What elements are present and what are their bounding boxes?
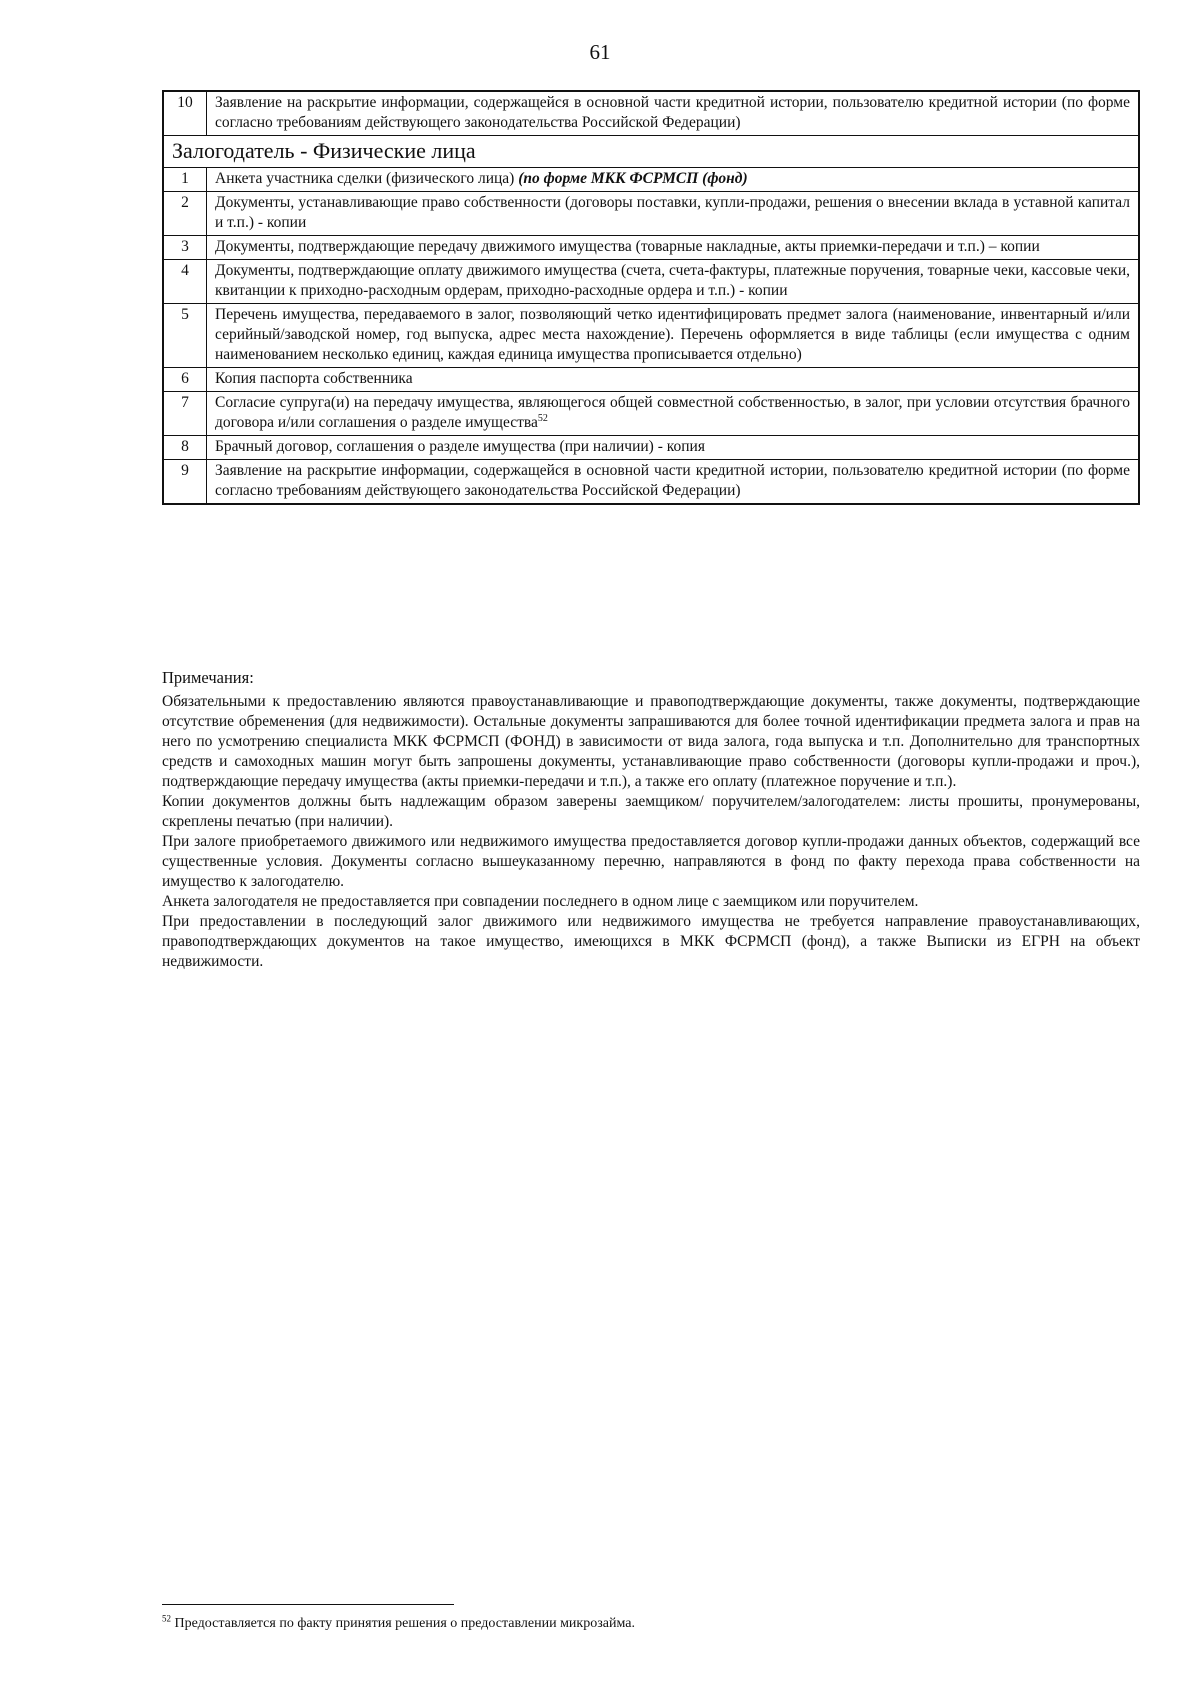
row-number: 9: [163, 460, 207, 505]
table-row: [163, 436, 1139, 460]
row-number: 2: [163, 192, 207, 236]
section-title: Залогодатель - Физические лица: [163, 136, 1139, 168]
footnote-text: Предоставляется по факту принятия решения о предоставлении микрозайма.: [174, 1616, 635, 1631]
notes-title: Примечания:: [162, 668, 254, 687]
row-text: Документы, подтверждающие оплату движимого имущества (счета, счета-фактуры, платежные поручения, товарные чеки, кассовые чеки, квитанции к приходно-расходным ордерам, приходно-расходные ордера и т.п.) - копии: [207, 260, 1140, 304]
row-text: Документы, устанавливающие право собственности (договоры поставки, купли-продажи, решения о внесении вклада в уставной капитал и т.п.) - копии: [207, 192, 1140, 236]
table-row: [163, 192, 1139, 236]
footnote-number: 52: [162, 1613, 171, 1624]
footnote-divider: [162, 1604, 454, 1605]
notes-paragraph: Анкета залогодателя не предоставляется при совпадении последнего в одном лице с заемщиком или поручителем.: [162, 893, 919, 910]
row-text: Брачный договор, соглашения о разделе имущества (при наличии) - копия: [207, 436, 1140, 460]
notes-paragraph: Копии документов должны быть надлежащим образом заверены заемщиком/ поручителем/залогодателем: листы прошиты, пронумерованы, скреплены печатью (при наличии).: [162, 793, 1140, 830]
documents-table: [162, 90, 1140, 505]
row-text: Заявление на раскрытие информации, содержащейся в основной части кредитной истории, пользователю кредитной истории (по форме согласно требованиям действующего законодательства Российской Федерации): [207, 460, 1140, 505]
table-row: [163, 236, 1139, 260]
row-text: Перечень имущества, передаваемого в залог, позволяющий четко идентифицировать предмет залога (наименование, инвентарный и/или серийный/заводской номер, год выпуска, адрес места нахождение). Перечень оформляется в виде таблицы (если имущества с одним наименованием несколько единиц, каждая единица имущества прописывается отдельно): [207, 304, 1140, 368]
row-text-plain: Анкета участника сделки (физического лица): [215, 170, 519, 187]
row-number: 3: [163, 236, 207, 260]
table-row: [163, 304, 1139, 368]
row-number: 8: [163, 436, 207, 460]
row-text: Копия паспорта собственника: [207, 368, 1140, 392]
row-text: Заявление на раскрытие информации, содержащейся в основной части кредитной истории, пользователю кредитной истории (по форме согласно требованиям действующего законодательства Российской Федерации): [207, 91, 1140, 136]
footnote-ref: 52: [537, 412, 548, 424]
row-text-plain: Согласие супруга(и) на передачу имущества, являющегося общей совместной собственностью, в залог, при условии отсутствия брачного договора и/или соглашения о разделе имущества: [215, 394, 1130, 431]
row-text: Документы, подтверждающие передачу движимого имущества (товарные накладные, акты приемки-передачи и т.п.) – копии: [207, 236, 1140, 260]
notes-paragraph: При предоставлении в последующий залог движимого или недвижимого имущества не требуется направление правоустанавливающих, правоподтверждающих документов на такое имущество, имеющихся в МКК ФСРМСП (фонд), а также Выписки из ЕГРН на объект недвижимости.: [162, 913, 1140, 970]
notes-section: [162, 668, 1140, 972]
table-row: [163, 91, 1139, 136]
page-number: 61: [589, 40, 611, 64]
table-row: [163, 168, 1139, 192]
table-row: [163, 460, 1139, 505]
row-number: 7: [163, 392, 207, 436]
row-number: 6: [163, 368, 207, 392]
notes-paragraph: Обязательными к предоставлению являются правоустанавливающие и правоподтверждающие документы, также документы, подтверждающие отсутствие обременения (для недвижимости). Остальные документы запрашиваются для более точной идентификации предмета залога и прав на него по усмотрению специалиста МКК ФСРМСП (ФОНД) в зависимости от вида залога, года выпуска и т.п. Дополнительно для транспортных средств и самоходных машин могут быть запрошены документы, устанавливающие право собственности (договоры купли-продажи и проч.), подтверждающие передачу имущества (акты приемки-передачи и т.п.), а также его оплату (платежное поручение и т.п.).: [162, 693, 1140, 790]
table-row: [163, 260, 1139, 304]
row-number: 4: [163, 260, 207, 304]
table-row: [163, 392, 1139, 436]
row-text: [207, 392, 1140, 436]
row-text: [207, 168, 1140, 192]
table-row: [163, 368, 1139, 392]
row-number: 5: [163, 304, 207, 368]
notes-paragraph: При залоге приобретаемого движимого или недвижимого имущества предоставляется договор купли-продажи данных объектов, содержащий все существенные условия. Документы согласно вышеуказанному перечню, направляются в фонд по факту перехода права собственности на имущество к залогодателю.: [162, 833, 1140, 890]
row-number: 10: [163, 91, 207, 136]
row-number: 1: [163, 168, 207, 192]
section-row: [163, 136, 1139, 168]
row-text-emphasis: (по форме МКК ФСРМСП (фонд): [518, 170, 748, 187]
footnote: [162, 1613, 635, 1632]
